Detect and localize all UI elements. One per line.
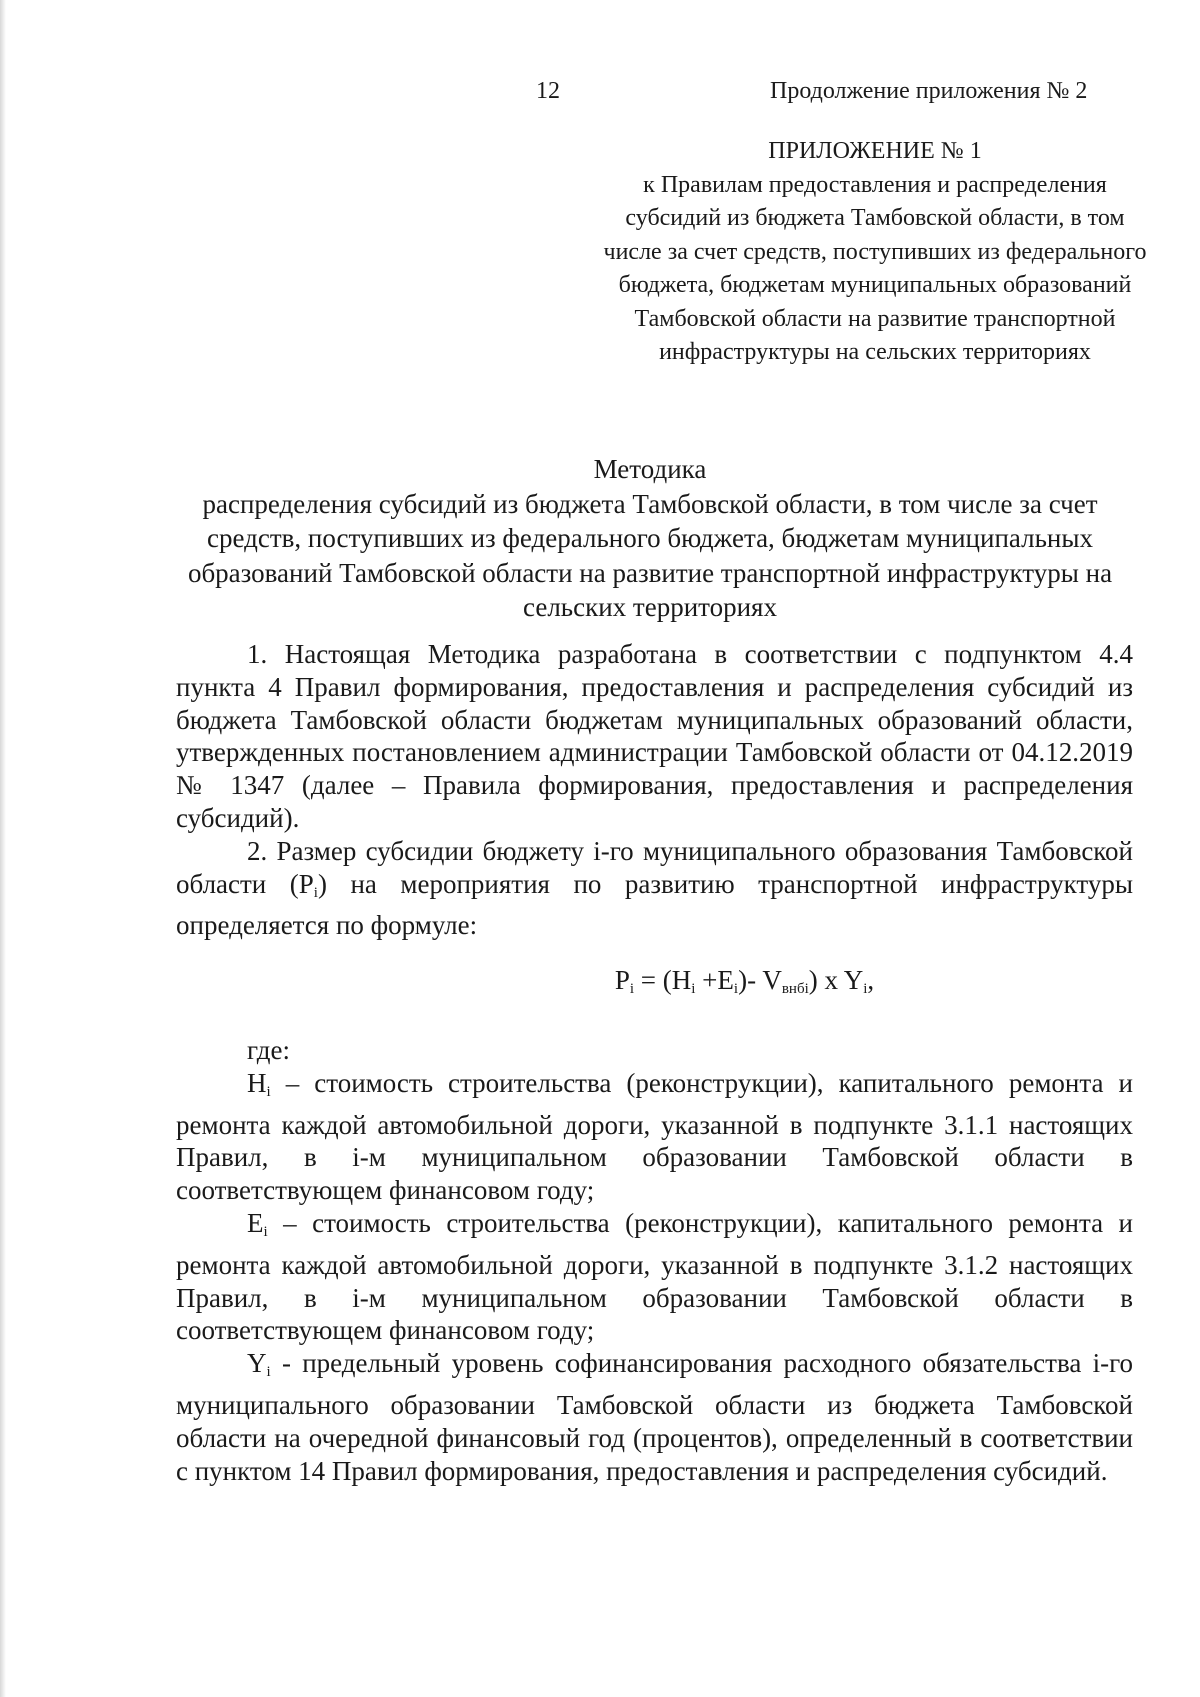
- formula-part-2: +E: [695, 965, 734, 996]
- method-subtitle: распределения субсидий из бюджета Тамбовской области, в том числе за счет средств, поступивших из федерального бюджета, бюджетам муниципальных образований Тамбовской области на развитие транспортной инфраструктуры на сельских территориях: [187, 488, 1113, 622]
- formula-p: P: [614, 965, 630, 996]
- appendix-title: ПРИЛОЖЕНИЕ № 1: [768, 138, 982, 164]
- formula-part-4: ) x Y: [808, 965, 864, 996]
- appendix-block: [595, 135, 1155, 370]
- body-text: [176, 638, 1133, 1487]
- formula-v-sub: внбi: [781, 981, 809, 998]
- definition-e-text: – стоимость строительства (реконструкции), капитального ремонта и ремонта каждой автомобильной дороги, указанной в подпункте 3.1.2 настоящих Правил, в i-м муниципальном образовании Тамбовской области в соответствующем финансовом году;: [176, 1207, 1133, 1346]
- paragraph-1: 1. Настоящая Методика разработана в соответствии с подпунктом 4.4 пункта 4 Правил формирования, предоставления и распределения субсидий из бюджета Тамбовской области бюджетам муниципальных образований области, утвержденных постановлением администрации Тамбовской области от 04.12.2019 № 1347 (далее – Правила формирования, предоставления и распределения субсидий).: [176, 639, 1133, 833]
- definition-h-text: – стоимость строительства (реконструкции), капитального ремонта и ремонта каждой автомобильной дороги, указанной в подпункте 3.1.1 настоящих Правил, в i-м муниципальном образовании Тамбовской области в соответствующем финансовом году;: [176, 1067, 1133, 1206]
- formula-e-sub: i: [733, 981, 739, 998]
- definition-e-symbol: E: [247, 1207, 264, 1238]
- definition-y-symbol: Y: [247, 1348, 267, 1379]
- formula-p-sub: i: [629, 981, 635, 998]
- paragraph-2-end: ) на мероприятия по развитию транспортной инфраструктуры определяется по формуле:: [176, 868, 1134, 941]
- appendix-text: к Правилам предоставления и распределения субсидий из бюджета Тамбовской области, в том числе за счет средств, поступивших из федерального бюджета, бюджетам муниципальных образований Тамбовской области на развитие транспортной инфраструктуры на сельских территориях: [603, 171, 1147, 365]
- formula-part-3: )- V: [738, 965, 782, 996]
- continuation-note: Продолжение приложения № 2: [770, 78, 1088, 104]
- definition-e-sub: i: [263, 1223, 268, 1240]
- definition-y-text: - предельный уровень софинансирования расходного обязательства i-го муниципального образовании Тамбовской области из бюджета Тамбовской области на очередной финансовый год (процентов), определенный в соответствии с пунктом 14 Правил формирования, предоставления и распределения субсидий.: [176, 1348, 1133, 1486]
- formula-h-sub: i: [691, 981, 696, 998]
- definition-e: [176, 1207, 1133, 1347]
- definition-h-sub: i: [266, 1083, 271, 1100]
- method-title: Методика: [593, 454, 707, 484]
- formula-part-1: = (H: [634, 965, 692, 996]
- where-label: где:: [247, 1034, 290, 1065]
- formula-end: ,: [867, 965, 875, 996]
- paragraph-2-start: 2. Размер субсидии бюджету i-го муниципального образования Тамбовской области (P: [176, 835, 1133, 899]
- paragraph-2-subscript: i: [313, 884, 318, 901]
- definition-h-symbol: H: [247, 1067, 267, 1098]
- scan-edge-shadow: [0, 0, 6, 1697]
- paragraph-2: [176, 835, 1133, 942]
- method-heading: [170, 452, 1130, 625]
- formula-y-sub: i: [863, 981, 868, 998]
- formula: [176, 964, 1133, 1006]
- page-number: 12: [536, 78, 560, 104]
- definition-h: [176, 1067, 1133, 1207]
- definition-y-sub: i: [266, 1364, 271, 1381]
- definition-y: [176, 1347, 1133, 1487]
